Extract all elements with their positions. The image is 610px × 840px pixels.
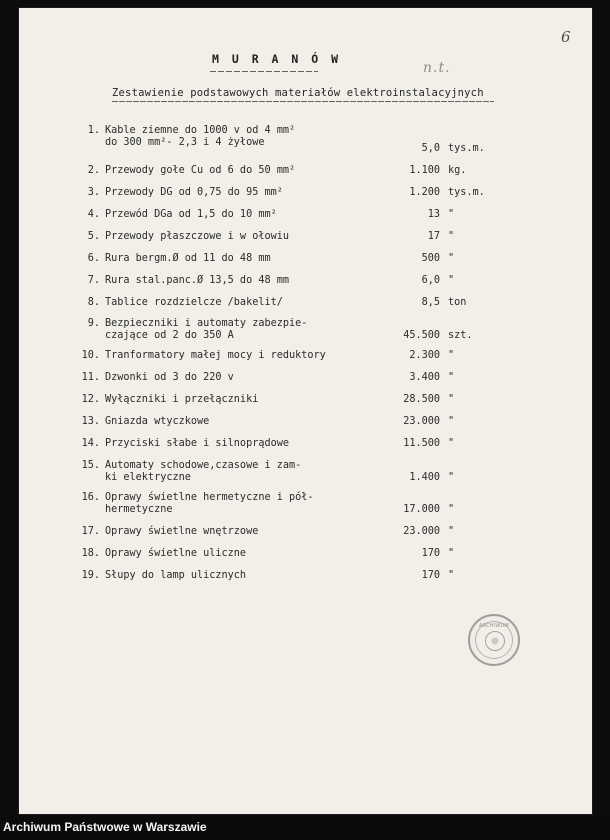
item-description: Wyłączniki i przełączniki — [105, 394, 259, 405]
list-item — [74, 318, 504, 344]
item-unit: " — [448, 231, 455, 242]
item-description: Rura stal.panc.Ø 13,5 do 48 mm — [105, 275, 290, 286]
item-description: Słupy do lamp ulicznych — [105, 570, 247, 581]
item-quantity: 8,5 — [421, 297, 440, 308]
stamp-center — [485, 631, 505, 651]
item-number: 15. — [81, 460, 100, 471]
item-number: 6. — [87, 253, 100, 264]
item-unit: " — [448, 275, 455, 286]
item-number: 1. — [87, 125, 100, 136]
item-number: 3. — [87, 187, 100, 198]
item-number: 14. — [81, 438, 100, 449]
item-quantity: 1.200 — [409, 187, 440, 198]
item-unit: " — [448, 438, 455, 449]
item-description: Bezpieczniki i automaty zabezpie- czające od 2 do 350 A — [105, 318, 308, 341]
title-underline — [210, 71, 318, 72]
item-quantity: 170 — [421, 570, 440, 581]
item-quantity: 23.000 — [403, 416, 440, 427]
item-quantity: 6,0 — [421, 275, 440, 286]
item-unit: ton — [448, 297, 467, 308]
item-description: Oprawy świetlne hermetyczne i pół- hermetyczne — [105, 492, 314, 515]
item-quantity: 23.000 — [403, 526, 440, 537]
item-unit: " — [448, 472, 455, 483]
item-description: Przewody gołe Cu od 6 do 50 mm² — [105, 165, 296, 176]
item-number: 8. — [87, 297, 100, 308]
item-unit: szt. — [448, 330, 473, 341]
item-unit: " — [448, 253, 455, 264]
item-description: Tranformatory małej mocy i reduktory — [105, 350, 326, 361]
archive-footer-label: Archiwum Państwowe w Warszawie — [3, 820, 207, 834]
stamp-text: ARCHIWUM — [479, 623, 509, 629]
item-quantity: 500 — [421, 253, 440, 264]
item-unit: " — [448, 526, 455, 537]
item-description: Przewód DGa od 1,5 do 10 mm² — [105, 209, 277, 220]
item-unit: " — [448, 504, 455, 515]
list-item — [74, 492, 504, 518]
document-title: M U R A N Ó W — [212, 52, 342, 66]
item-unit: " — [448, 548, 455, 559]
item-description: Oprawy świetlne uliczne — [105, 548, 247, 559]
item-quantity: 17 — [427, 231, 440, 242]
item-unit: " — [448, 570, 455, 581]
item-description: Gniazda wtyczkowe — [105, 416, 210, 427]
item-quantity: 13 — [427, 209, 440, 220]
archive-stamp-icon — [468, 614, 520, 666]
item-unit: " — [448, 372, 455, 383]
item-quantity: 170 — [421, 548, 440, 559]
item-unit: " — [448, 350, 455, 361]
item-unit: " — [448, 394, 455, 405]
item-description: Przewody DG od 0,75 do 95 mm² — [105, 187, 283, 198]
document-subtitle: Zestawienie podstawowych materiałów elektroinstalacyjnych — [112, 87, 484, 99]
item-description: Przyciski słabe i silnoprądowe — [105, 438, 290, 449]
page-number: 6 — [561, 28, 571, 46]
item-number: 5. — [87, 231, 100, 242]
item-number: 19. — [81, 570, 100, 581]
subtitle-underline — [112, 101, 494, 102]
list-item — [74, 125, 504, 154]
item-quantity: 17.000 — [403, 504, 440, 515]
item-description: Kable ziemne do 1000 v od 4 mm² do 300 mm²- 2,3 i 4 żyłowe — [105, 125, 296, 148]
item-quantity: 5,0 — [421, 143, 440, 154]
item-unit: " — [448, 209, 455, 220]
item-quantity: 2.300 — [409, 350, 440, 361]
item-number: 10. — [81, 350, 100, 361]
item-quantity: 28.500 — [403, 394, 440, 405]
item-number: 17. — [81, 526, 100, 537]
item-number: 12. — [81, 394, 100, 405]
item-quantity: 11.500 — [403, 438, 440, 449]
item-quantity: 1.100 — [409, 165, 440, 176]
list-item — [74, 460, 504, 486]
item-description: Tablice rozdzielcze /bakelit/ — [105, 297, 283, 308]
item-number: 4. — [87, 209, 100, 220]
item-quantity: 45.500 — [403, 330, 440, 341]
item-quantity: 3.400 — [409, 372, 440, 383]
item-unit: tys.m. — [448, 143, 485, 154]
item-description: Przewody płaszczowe i w ołowiu — [105, 231, 290, 242]
item-number: 11. — [81, 372, 100, 383]
item-unit: kg. — [448, 165, 467, 176]
item-description: Automaty schodowe,czasowe i zam- ki elektryczne — [105, 460, 302, 483]
item-number: 18. — [81, 548, 100, 559]
item-description: Rura bergm.Ø od 11 do 48 mm — [105, 253, 271, 264]
item-unit: " — [448, 416, 455, 427]
pencil-annotation: n.t. — [423, 60, 451, 76]
item-number: 16. — [81, 492, 100, 503]
item-description: Oprawy świetlne wnętrzowe — [105, 526, 259, 537]
item-unit: tys.m. — [448, 187, 485, 198]
item-number: 2. — [87, 165, 100, 176]
item-quantity: 1.400 — [409, 472, 440, 483]
item-number: 13. — [81, 416, 100, 427]
item-number: 9. — [87, 318, 100, 329]
item-description: Dzwonki od 3 do 220 v — [105, 372, 234, 383]
item-number: 7. — [87, 275, 100, 286]
